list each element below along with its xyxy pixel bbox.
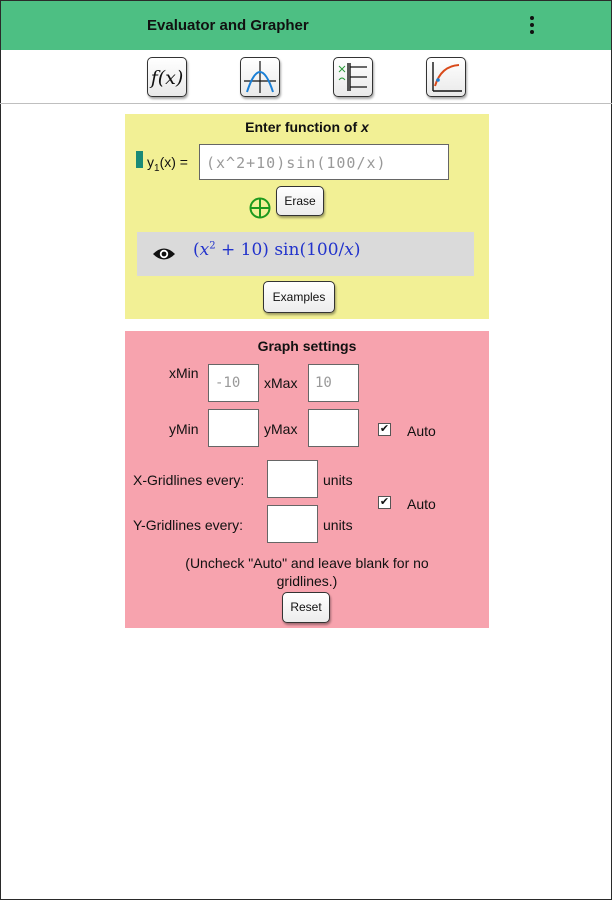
- xmin-label: xMin: [169, 365, 199, 381]
- ymax-input[interactable]: [308, 409, 359, 447]
- erase-button[interactable]: Erase: [276, 186, 324, 216]
- function-heading-var: x: [361, 119, 369, 135]
- function-input[interactable]: (x^2+10)sin(100/x): [199, 144, 449, 180]
- graph-button[interactable]: [240, 57, 280, 97]
- reset-button[interactable]: Reset: [282, 592, 330, 623]
- ymin-label: yMin: [169, 421, 199, 437]
- function-button[interactable]: [147, 57, 187, 97]
- x-gridlines-label: X-Gridlines every:: [133, 472, 245, 488]
- math-middle: + 10) sin(100/: [215, 240, 345, 260]
- svg-text:f(x): f(x): [150, 67, 184, 89]
- y-auto-label: Auto: [407, 423, 436, 439]
- function-panel: [125, 114, 489, 319]
- graph-settings-heading: Graph settings: [257, 338, 357, 354]
- x-units-label: units: [323, 472, 353, 488]
- function-color-swatch[interactable]: [136, 151, 143, 168]
- toolbar-divider: [0, 103, 612, 104]
- y-label-rest: (x) =: [159, 154, 188, 170]
- examples-button[interactable]: Examples: [263, 281, 335, 313]
- y-gridlines-label: Y-Gridlines every:: [133, 517, 243, 533]
- function-heading: [125, 119, 489, 135]
- ymax-label: yMax: [264, 421, 298, 437]
- math-var-x: x: [199, 240, 210, 260]
- y-gridlines-input[interactable]: [267, 505, 318, 543]
- gridlines-note: (Uncheck "Auto" and leave blank for no gridlines.): [185, 555, 429, 589]
- table-button[interactable]: [333, 57, 373, 97]
- math-open-paren: (: [193, 240, 200, 260]
- y-subscript: 1: [154, 162, 160, 174]
- eye-icon[interactable]: [152, 245, 176, 263]
- xmax-input[interactable]: 10: [308, 364, 359, 402]
- curve-graph-icon: [427, 58, 465, 96]
- y-units-label: units: [323, 517, 353, 533]
- function-heading-text: Enter function of: [245, 119, 362, 135]
- xmin-input[interactable]: -10: [208, 364, 259, 402]
- ymin-input[interactable]: [208, 409, 259, 447]
- graph-settings-panel: [125, 331, 489, 628]
- math-exponent: 2: [209, 240, 216, 252]
- y-auto-checkbox[interactable]: ✔: [379, 423, 390, 435]
- function-icon: [148, 58, 186, 96]
- y1-label: [147, 154, 188, 174]
- curve-graph-button[interactable]: [426, 57, 466, 97]
- math-close-paren: ): [353, 240, 361, 260]
- add-function-icon[interactable]: [248, 196, 272, 220]
- app-title: Evaluator and Grapher: [147, 17, 309, 34]
- x-gridlines-input[interactable]: [267, 460, 318, 498]
- grid-auto-label: Auto: [407, 496, 436, 512]
- xmax-label: xMax: [264, 375, 298, 391]
- y-letter: y: [147, 154, 154, 170]
- math-var-x2: x: [344, 240, 354, 260]
- table-icon: [334, 58, 372, 96]
- function-preview: [137, 232, 474, 276]
- app-bar: [1, 1, 611, 50]
- rendered-math: [193, 240, 360, 260]
- grid-auto-checkbox[interactable]: ✔: [379, 496, 390, 508]
- more-options-icon[interactable]: [525, 13, 539, 37]
- parabola-graph-icon: [241, 58, 279, 96]
